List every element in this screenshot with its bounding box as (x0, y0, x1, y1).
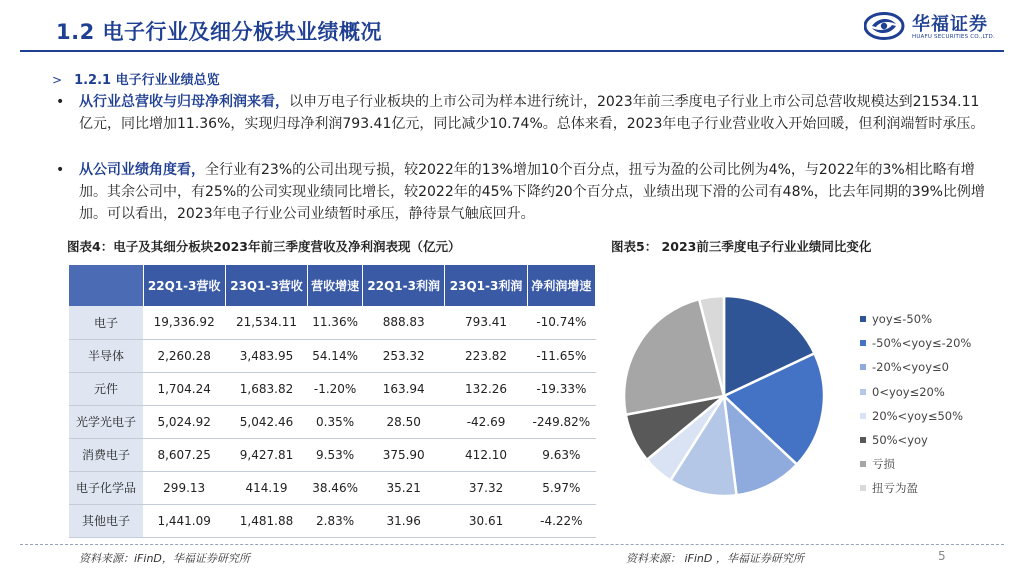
table-cell: 1,441.09 (143, 504, 225, 537)
paragraph-lead: 从行业总营收与归母净利润来看， (79, 94, 289, 110)
table-cell: -1.20% (308, 372, 363, 405)
legend-item (860, 476, 971, 500)
table-cell: 19,336.92 (143, 306, 225, 339)
table-header-cell: 22Q1-3营收 (143, 265, 225, 306)
table-cell: 2.83% (308, 504, 363, 537)
paragraph-company-performance (56, 159, 991, 225)
company-logo (864, 10, 1004, 46)
table-cell: 0.35% (308, 405, 363, 438)
table-header-row (69, 265, 596, 306)
chevron-right-icon: > (52, 73, 63, 87)
legend-swatch (860, 316, 866, 322)
table-cell: -10.74% (527, 306, 595, 339)
legend-swatch (860, 364, 866, 370)
table-cell: 5,042.46 (225, 405, 307, 438)
table-row-label: 消费电子 (69, 438, 143, 471)
table-cell: -42.69 (445, 405, 527, 438)
legend-label: -20%<yoy≤0 (872, 360, 949, 375)
table-row-label: 光学光电子 (69, 405, 143, 438)
table-cell: 5.97% (527, 471, 595, 504)
table-cell: 38.46% (308, 471, 363, 504)
table-cell: 375.90 (363, 438, 445, 471)
legend-label: -50%<yoy≤-20% (872, 336, 972, 351)
legend-item (860, 404, 971, 428)
table-cell: 28.50 (363, 405, 445, 438)
table-header-cell (69, 265, 143, 306)
table-row (69, 372, 596, 405)
table-cell: 1,704.24 (143, 372, 225, 405)
legend-item (860, 452, 971, 476)
table-row (69, 339, 596, 372)
table-cell: 21,534.11 (225, 306, 307, 339)
legend-item (860, 331, 971, 355)
performance-table (69, 265, 596, 538)
table-cell: 3,483.95 (225, 339, 307, 372)
table-cell: 2,260.28 (143, 339, 225, 372)
page-number: 5 (938, 549, 946, 563)
table-header-cell: 22Q1-3利润 (363, 265, 445, 306)
legend-swatch (860, 413, 866, 419)
table-row-label: 电子 (69, 306, 143, 339)
legend-label: 0<yoy≤20% (872, 384, 945, 399)
paragraph-lead: 从公司业绩角度看， (79, 162, 205, 178)
table-header-cell: 营收增速 (308, 265, 363, 306)
legend-swatch (860, 389, 866, 395)
table-cell: 37.32 (445, 471, 527, 504)
table-row (69, 471, 596, 504)
table-header-cell: 23Q1-3利润 (445, 265, 527, 306)
table-cell: 31.96 (363, 504, 445, 537)
table-row-label: 元件 (69, 372, 143, 405)
legend-item (860, 380, 971, 404)
table-cell: 412.10 (445, 438, 527, 471)
legend-label: 50%<yoy (872, 433, 928, 448)
table-row-label: 电子化学品 (69, 471, 143, 504)
table-cell: 5,024.92 (143, 405, 225, 438)
legend-swatch (860, 461, 866, 467)
legend-swatch (860, 485, 866, 491)
legend-label: 扭亏为盈 (872, 481, 918, 496)
section-heading (52, 69, 220, 88)
bullet-icon: • (56, 162, 65, 178)
table-row (69, 405, 596, 438)
table-cell: 1,683.82 (225, 372, 307, 405)
title-divider (20, 50, 1004, 52)
table-cell: 253.32 (363, 339, 445, 372)
table-cell: 54.14% (308, 339, 363, 372)
legend-item (860, 355, 971, 379)
chart-legend (860, 307, 971, 501)
table-cell: 11.36% (308, 306, 363, 339)
table-row (69, 438, 596, 471)
table-header-cell: 净利润增速 (527, 265, 595, 306)
legend-swatch (860, 437, 866, 443)
legend-item (860, 428, 971, 452)
logo-chinese-name: 华福证券 (912, 14, 988, 35)
table-cell: 793.41 (445, 306, 527, 339)
table-cell: 9,427.81 (225, 438, 307, 471)
table-cell: 35.21 (363, 471, 445, 504)
table-row-label: 其他电子 (69, 504, 143, 537)
table-cell: -4.22% (527, 504, 595, 537)
table-cell: 888.83 (363, 306, 445, 339)
paragraph-revenue (56, 91, 991, 135)
legend-label: 亏损 (872, 457, 895, 472)
legend-swatch (860, 340, 866, 346)
legend-label: yoy≤-50% (872, 312, 932, 327)
table-row-label: 半导体 (69, 339, 143, 372)
table-cell: 9.53% (308, 438, 363, 471)
table-header-cell: 23Q1-3营收 (225, 265, 307, 306)
table-caption: 图表4：电子及其细分板块2023年前三季度营收及净利润表现（亿元） (67, 239, 461, 254)
table-cell: 8,607.25 (143, 438, 225, 471)
section-heading-text: 1.2.1 电子行业业绩总览 (74, 73, 220, 88)
table-cell: -249.82% (527, 405, 595, 438)
table-cell: 223.82 (445, 339, 527, 372)
source-note-right: 资料来源： iFinD ，华福证券研究所 (626, 552, 804, 565)
table-cell: 1,481.88 (225, 504, 307, 537)
bullet-icon: • (56, 94, 65, 110)
page-title: 1.2 电子行业及细分板块业绩概况 (56, 20, 383, 44)
table-cell: -11.65% (527, 339, 595, 372)
table-cell: 132.26 (445, 372, 527, 405)
table-row (69, 504, 596, 537)
paragraph-body: 全行业有23%的公司出现亏损，较2022年的13%增加10个百分点，扭亏为盈的公司比例为4%，与2022年的3%相比略有增加。其余公司中，有25%的公司实现业绩同比增长，较2022年的45%下降约20个百分点，业绩出现下滑的公司有48%，比去年同期的39%比例增加。可以看出，2023年电子行业公司业绩暂时承压，静待景气触底回升。 (79, 162, 985, 222)
table-cell: 163.94 (363, 372, 445, 405)
legend-item (860, 307, 971, 331)
table-cell: 30.61 (445, 504, 527, 537)
table-row (69, 306, 596, 339)
table-cell: 414.19 (225, 471, 307, 504)
paragraph-body: 以申万电子行业板块的上市公司为样本进行统计，2023年前三季度电子行业上市公司总营收规模达到21534.11亿元，同比增加11.36%，实现归母净利润793.41亿元，同比减少10.74%。总体来看，2023年电子行业营业收入开始回暖，但利润端暂时承压。 (79, 94, 985, 132)
logo-english-name: HUAFU SECURITIES CO.,LTD. (912, 34, 995, 40)
legend-label: 20%<yoy≤50% (872, 408, 964, 423)
table-cell: 299.13 (143, 471, 225, 504)
footer-divider (20, 544, 1004, 545)
table-cell: 9.63% (527, 438, 595, 471)
table-cell: -19.33% (527, 372, 595, 405)
chart-caption: 图表5： 2023前三季度电子行业业绩同比变化 (611, 239, 872, 254)
huafu-logo-icon (864, 12, 908, 40)
source-note-left: 资料来源：iFinD，华福证券研究所 (79, 552, 250, 565)
